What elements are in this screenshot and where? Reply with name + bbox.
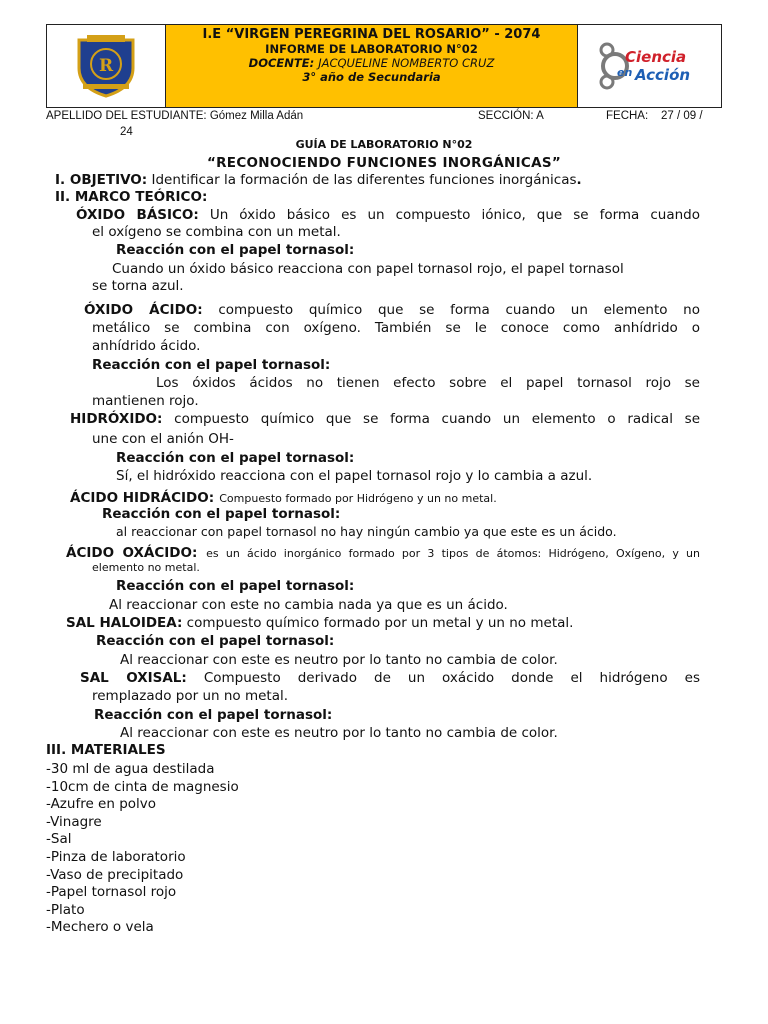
sal-oxisal-reaction-title: Reacción con el papel tornasol: [94, 707, 333, 723]
header-table [46, 24, 722, 108]
list-item: -10cm de cinta de magnesio [46, 778, 239, 795]
school-name: I.E “VIRGEN PEREGRINA DEL ROSARIO” - 2074 [202, 27, 541, 42]
hidroxido-def-2: une con el anión OH- [92, 431, 234, 447]
oxido-basico-reaction-1: Cuando un óxido básico reacciona con papel tornasol rojo, el papel tornasol [112, 261, 624, 277]
school-shield-icon [73, 34, 139, 98]
list-item: -Sal [46, 831, 72, 848]
acido-oxacido-def: ÁCIDO OXÁCIDO: es un ácido inorgánico formado por 3 tipos de átomos: Hidrógeno, Oxígeno, y un [66, 545, 700, 561]
list-item: -Papel tornasol rojo [46, 884, 177, 901]
hidroxido-def: HIDRÓXIDO: compuesto químico que se forma cuando un elemento o radical se [70, 411, 700, 427]
grade-line: 3° año de Secundaria [302, 70, 441, 84]
acido-oxacido-reaction-title: Reacción con el papel tornasol: [116, 578, 355, 594]
oxido-basico-reaction-title: Reacción con el papel tornasol: [116, 242, 355, 258]
acido-hidracido-reaction-1: al reaccionar con papel tornasol no hay ningún cambio ya que este es un ácido. [116, 524, 617, 539]
oxido-acido-reaction-1: Los óxidos ácidos no tienen efecto sobre el papel tornasol rojo se [156, 375, 700, 391]
sal-haloidea-def: SAL HALOIDEA: compuesto químico formado por un metal y un no metal. [66, 615, 574, 631]
oxido-acido-def-3: anhídrido ácido. [92, 338, 201, 354]
acido-oxacido-def-2: elemento no metal. [92, 561, 200, 574]
sal-haloidea-reaction-1: Al reaccionar con este es neutro por lo tanto no cambia de color. [120, 652, 558, 668]
list-item: -Azufre en polvo [46, 796, 157, 813]
acido-hidracido-reaction-title: Reacción con el papel tornasol: [102, 506, 341, 522]
school-logo-cell [47, 25, 166, 107]
sal-oxisal-reaction-1: Al reaccionar con este es neutro por lo tanto no cambia de color. [120, 725, 558, 741]
student-name: APELLIDO DEL ESTUDIANTE: Gómez Milla Adán [46, 110, 304, 122]
report-title: INFORME DE LABORATORIO N°02 [265, 42, 478, 56]
oxido-basico-def: ÓXIDO BÁSICO: Un óxido básico es un compuesto iónico, que se forma cuando [76, 207, 700, 223]
materials-title: III. MATERIALES [46, 742, 166, 758]
list-item: -30 ml de agua destilada [46, 761, 215, 777]
acido-oxacido-reaction-1: Al reaccionar con este no cambia nada ya que es un ácido. [109, 597, 508, 613]
list-item: -Vinagre [46, 813, 102, 830]
list-item: -Plato [46, 901, 85, 918]
report-year: 24 [120, 126, 133, 138]
hidroxido-reaction-title: Reacción con el papel tornasol: [116, 450, 355, 466]
sal-haloidea-reaction-title: Reacción con el papel tornasol: [96, 633, 335, 649]
guide-title: GUÍA DE LABORATORIO N°02 [295, 138, 473, 151]
sal-oxisal-def: SAL OXISAL: Compuesto derivado de un oxácido donde el hidrógeno es [80, 670, 700, 686]
guide-subtitle: “RECONOCIENDO FUNCIONES INORGÁNICAS” [206, 155, 562, 171]
teacher-line: DOCENTE: JACQUELINE NOMBERTO CRUZ [248, 56, 495, 70]
hidroxido-reaction-1: Sí, el hidróxido reacciona con el papel tornasol rojo y lo cambia a azul. [116, 468, 593, 484]
brand-logo-cell [578, 25, 721, 107]
ciencia-en-accion-logo [595, 36, 705, 96]
oxido-acido-def-2: metálico se combina con oxígeno. También se le conoce como anhídrido o [92, 320, 700, 336]
svg-text:R: R [99, 56, 114, 76]
oxido-acido-reaction-title: Reacción con el papel tornasol: [92, 357, 331, 373]
student-section: SECCIÓN: A [478, 110, 544, 122]
objective: I. OBJETIVO: Identificar la formación de las diferentes funciones inorgánicas. [55, 172, 582, 188]
oxido-basico-def-2: el oxígeno se combina con un metal. [92, 224, 341, 240]
oxido-basico-reaction-2: se torna azul. [92, 278, 184, 294]
oxido-acido-def: ÓXIDO ÁCIDO: compuesto químico que se forma cuando un elemento no [84, 302, 700, 318]
oxido-acido-reaction-2: mantienen rojo. [92, 393, 199, 409]
list-item: -Mechero o vela [46, 919, 154, 936]
svg-text:en: en [616, 66, 632, 79]
materials-list [46, 761, 239, 937]
header-title-cell [166, 25, 578, 107]
list-item: -Pinza de laboratorio [46, 848, 186, 865]
sal-oxisal-def-2: remplazado por un no metal. [92, 688, 289, 704]
list-item: -Vaso de precipitado [46, 866, 184, 883]
svg-text:Ciencia: Ciencia [624, 48, 686, 66]
report-date: FECHA: 27 / 09 / [606, 110, 703, 122]
framework-title: II. MARCO TEÓRICO: [55, 189, 208, 205]
acido-hidracido-def: ÁCIDO HIDRÁCIDO: Compuesto formado por Hidrógeno y un no metal. [70, 490, 497, 506]
svg-text:Acción: Acción [634, 66, 690, 84]
